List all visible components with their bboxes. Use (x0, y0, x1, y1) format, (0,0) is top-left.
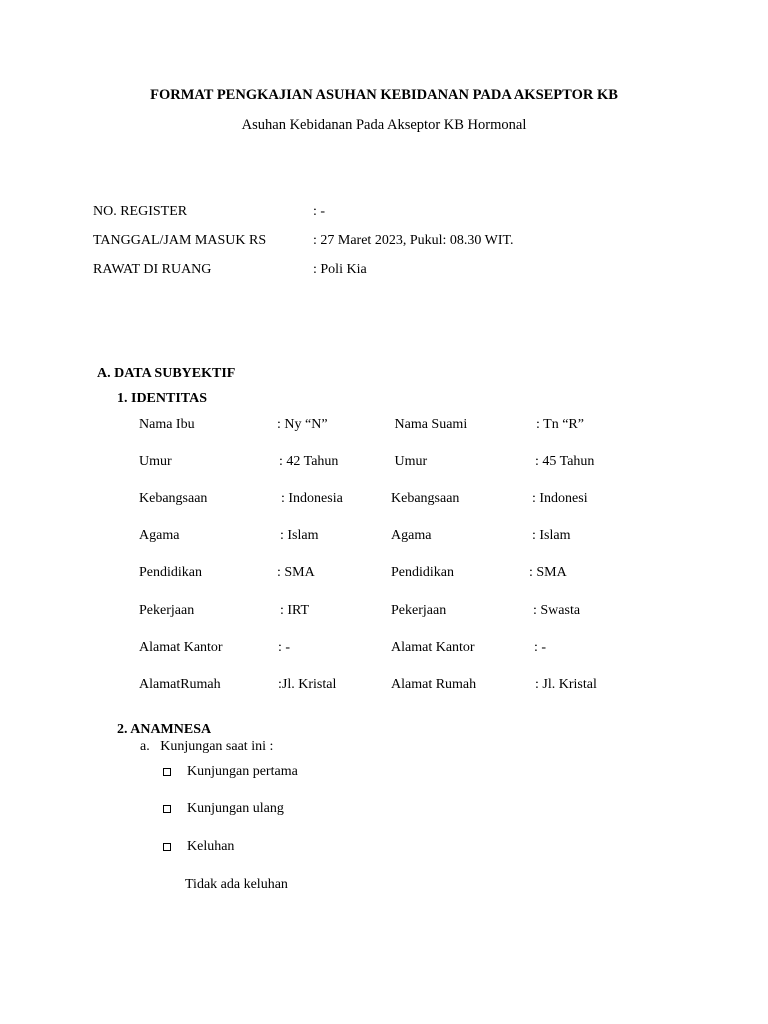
register-value: : 27 Maret 2023, Pukul: 08.30 WIT. (313, 233, 514, 248)
identity-value-ibu: :Jl. Kristal (278, 677, 337, 692)
identity-value-ibu: : 42 Tahun (279, 454, 339, 469)
checkbox-icon[interactable] (163, 768, 171, 776)
identity-label-suami: Agama (391, 528, 432, 543)
identity-value-ibu: : IRT (280, 603, 310, 618)
identity-label-ibu: AlamatRumah (139, 677, 221, 692)
identity-value-ibu: : Ny “N” (277, 417, 328, 432)
identity-label-suami: Alamat Rumah (391, 677, 477, 692)
section-a-heading: A. DATA SUBYEKTIF (97, 366, 236, 381)
identity-label-suami: Nama Suami (391, 417, 468, 432)
identity-value-suami: : Tn “R” (536, 417, 584, 432)
identity-label-suami: Kebangsaan (391, 491, 460, 506)
register-label: NO. REGISTER (93, 204, 188, 219)
identity-label-suami: Umur (391, 454, 428, 469)
checkbox-icon[interactable] (163, 843, 171, 851)
register-value: : - (313, 204, 326, 219)
identity-label-ibu: Agama (139, 528, 180, 543)
identity-label-ibu: Kebangsaan (139, 491, 208, 506)
identity-label-ibu: Alamat Kantor (139, 640, 223, 655)
identity-label-suami: Pekerjaan (391, 603, 447, 618)
identity-value-suami: : Jl. Kristal (535, 677, 597, 692)
register-label: RAWAT DI RUANG (93, 262, 212, 277)
identity-value-ibu: : Islam (280, 528, 319, 543)
identity-label-suami: Alamat Kantor (391, 640, 475, 655)
identity-label-ibu: Pekerjaan (139, 603, 195, 618)
identity-value-suami: : Indonesi (532, 491, 588, 506)
register-label: TANGGAL/JAM MASUK RS (93, 233, 267, 248)
option-kunjungan-ulang[interactable] (163, 802, 284, 816)
anamnesa-heading: 2. ANAMNESA (117, 722, 212, 737)
option-label: Keluhan (187, 839, 235, 854)
identity-value-suami: : - (534, 640, 547, 655)
identity-label-ibu: Nama Ibu (139, 417, 195, 432)
identity-label-ibu: Umur (139, 454, 172, 469)
identity-value-suami: : SMA (529, 565, 567, 580)
identity-value-suami: : 45 Tahun (535, 454, 595, 469)
keluhan-text: Tidak ada keluhan (185, 877, 288, 892)
identity-label-ibu: Pendidikan (139, 565, 202, 580)
option-label: Kunjungan ulang (187, 801, 284, 816)
identity-value-ibu: : SMA (277, 565, 315, 580)
register-value: : Poli Kia (313, 262, 367, 277)
identity-value-suami: : Islam (532, 528, 571, 543)
option-keluhan[interactable] (163, 840, 234, 854)
identity-value-ibu: : Indonesia (281, 491, 343, 506)
identity-label-suami: Pendidikan (391, 565, 454, 580)
option-kunjungan-pertama[interactable] (163, 765, 298, 779)
kunjungan-subheading: a. Kunjungan saat ini : (140, 739, 274, 754)
document-subtitle: Asuhan Kebidanan Pada Akseptor KB Hormonal (241, 117, 527, 133)
identity-value-ibu: : - (278, 640, 291, 655)
checkbox-icon[interactable] (163, 805, 171, 813)
identity-value-suami: : Swasta (533, 603, 581, 618)
document-title: FORMAT PENGKAJIAN ASUHAN KEBIDANAN PADA AKSEPTOR KB (150, 87, 618, 103)
identitas-heading: 1. IDENTITAS (117, 391, 207, 406)
option-label: Kunjungan pertama (187, 764, 298, 779)
